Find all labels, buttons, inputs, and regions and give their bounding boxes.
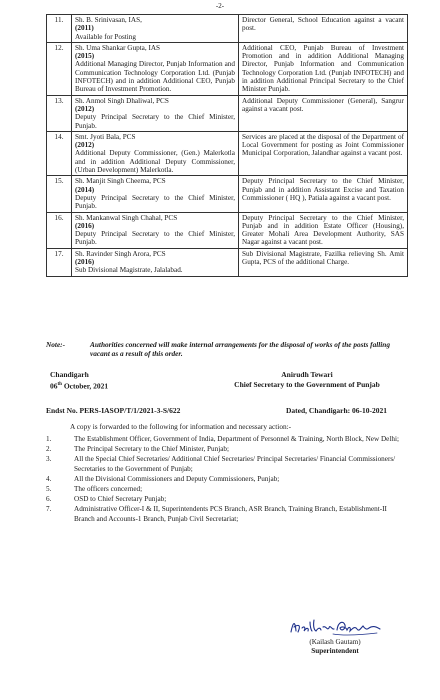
new-posting: Deputy Principal Secretary to the Chief Minister, Punjab and in addition Estate Officer (Housing), Greater Mohali Area Development Authority, SAS Nagar against a vacant post. bbox=[239, 212, 408, 248]
officer-name: Sh. Uma Shankar Gupta, IAS bbox=[75, 43, 161, 52]
officer-batch: (2015) bbox=[75, 52, 95, 61]
officer-cell bbox=[72, 212, 239, 248]
handwritten-signature-icon bbox=[285, 616, 385, 638]
recipient-text: Administrative Officer-I & II, Superintendents PCS Branch, ASR Branch, Training Branch, Establishment-II Branch and Accounts-1 Branch, Punjab Civil Secretariat; bbox=[74, 505, 387, 523]
endorsement-line bbox=[46, 406, 416, 415]
recipient-number: 7. bbox=[46, 505, 52, 514]
officer-batch: (2011) bbox=[75, 24, 94, 33]
officer-cell bbox=[72, 95, 239, 131]
table-row bbox=[47, 176, 408, 212]
table-row bbox=[47, 15, 408, 43]
superintendent-signature-block bbox=[280, 616, 390, 656]
page-number: -2- bbox=[215, 2, 225, 10]
endorsement-number: Endst No. PERS-IASOP/T/1/2021-3-S/622 bbox=[46, 406, 181, 415]
new-posting: Director General, School Education against a vacant post. bbox=[239, 15, 408, 43]
officer-name: Sh. Anmol Singh Dhaliwal, PCS bbox=[75, 96, 169, 105]
officer-batch: (2014) bbox=[75, 185, 95, 194]
officer-name: Sh. Manjit Singh Cheema, PCS bbox=[75, 177, 166, 186]
serial-number: 13. bbox=[47, 95, 72, 131]
serial-number: 12. bbox=[47, 42, 72, 95]
current-posting: Additional Managing Director, Punjab Information and Communication Technology Corporation Ltd. (Punjab INFOTECH) and in addition Additional CEO, Punjab Bureau of Investment Promotion. bbox=[75, 60, 235, 94]
new-posting: Additional Deputy Commissioner (General), Sangrur against a vacant post. bbox=[239, 95, 408, 131]
recipient-number: 2. bbox=[46, 445, 52, 454]
superintendent-name: (Kailash Gautam) bbox=[309, 638, 361, 646]
new-posting: Additional CEO, Punjab Bureau of Investment Promotion and in addition Additional Managing Director, Punjab Information and Communication Technology Corporation Ltd. (Punjab INFOTECH) and in addition Additional Principal Secretary to the Chief Minister Punjab. bbox=[239, 42, 408, 95]
posting-orders-table bbox=[46, 14, 408, 277]
officer-batch: (2016) bbox=[75, 221, 95, 230]
serial-number: 14. bbox=[47, 131, 72, 175]
serial-number: 11. bbox=[47, 15, 72, 43]
officer-name: Sh. B. Srinivasan, IAS, bbox=[75, 16, 142, 24]
current-posting: Deputy Principal Secretary to the Chief Minister, Punjab. bbox=[75, 230, 235, 247]
superintendent-title: Superintendent bbox=[311, 647, 359, 655]
officer-cell bbox=[72, 248, 239, 276]
table-row bbox=[47, 95, 408, 131]
officer-name: Sh. Mankanwal Singh Chahal, PCS bbox=[75, 213, 178, 222]
note-text: Authorities concerned will make internal arrangements for the disposal of works of the posts falling vacant as a result of this order. bbox=[90, 340, 391, 358]
serial-number: 15. bbox=[47, 176, 72, 212]
recipient-item bbox=[46, 445, 408, 455]
officer-cell bbox=[72, 176, 239, 212]
current-posting: Deputy Principal Secretary to the Chief Minister, Punjab. bbox=[75, 193, 235, 211]
current-posting: Available for Posting bbox=[75, 32, 136, 41]
place: Chandigarh bbox=[50, 370, 89, 379]
order-date: 06th October, 2021 bbox=[50, 381, 109, 391]
endorsement-date: Dated, Chandigarh: 06-10-2021 bbox=[286, 406, 388, 415]
recipient-text: All the Special Chief Secretaries/ Additional Chief Secretaries/ Principal Secretaries/ Financial Commissioners/ Secretaries to the Government of Punjab; bbox=[74, 455, 396, 473]
note-section bbox=[46, 340, 408, 358]
recipient-item bbox=[46, 455, 408, 474]
officer-batch: (2016) bbox=[75, 258, 95, 267]
recipient-item bbox=[46, 475, 408, 485]
recipient-item bbox=[46, 435, 408, 445]
recipient-number: 6. bbox=[46, 495, 52, 504]
new-posting: Deputy Principal Secretary to the Chief Minister, Punjab and in addition Assistant Excise and Taxation Commissioner ( HQ ), Patiala against a vacant post. bbox=[239, 176, 408, 212]
recipient-number: 3. bbox=[46, 455, 52, 464]
table-row bbox=[47, 131, 408, 175]
signatory-block bbox=[212, 370, 402, 390]
copy-forward-line: A copy is forwarded to the following for information and necessary action:- bbox=[70, 422, 292, 431]
recipient-text: The Establishment Officer, Government of India, Department of Personnel & Training, North Block, New Delhi; bbox=[74, 435, 399, 443]
officer-cell bbox=[72, 15, 239, 43]
recipient-text: The officers concerned; bbox=[74, 484, 143, 493]
note-label: Note:- bbox=[46, 340, 66, 349]
recipient-text: OSD to Chief Secretary Punjab; bbox=[74, 495, 167, 504]
table-row bbox=[47, 42, 408, 95]
recipient-list bbox=[46, 435, 408, 525]
recipient-item bbox=[46, 485, 408, 495]
recipient-item bbox=[46, 495, 408, 505]
recipient-text: The Principal Secretary to the Chief Minister, Punjab; bbox=[74, 445, 230, 454]
signatory-title: Chief Secretary to the Government of Punjab bbox=[234, 380, 380, 389]
officer-cell bbox=[72, 131, 239, 175]
officer-batch: (2012) bbox=[75, 104, 95, 113]
officer-cell bbox=[72, 42, 239, 95]
current-posting: Additional Deputy Commissioner, (Gen.) Malerkotla and in addition Additional Deputy Commissioner, (Urban Development) Malerkotla. bbox=[75, 149, 235, 175]
serial-number: 17. bbox=[47, 248, 72, 276]
recipient-number: 4. bbox=[46, 474, 52, 483]
table-body bbox=[47, 15, 408, 277]
current-posting: Sub Divisional Magistrate, Jalalabad. bbox=[75, 266, 183, 275]
new-posting: Sub Divisional Magistrate, Fazilka relieving Sh. Amit Gupta, PCS of the additional Charge. bbox=[239, 248, 408, 276]
recipient-number: 1. bbox=[46, 435, 52, 443]
serial-number: 16. bbox=[47, 212, 72, 248]
signatory-name: Anirudh Tewari bbox=[281, 370, 333, 379]
current-posting: Deputy Principal Secretary to the Chief Minister, Punjab. bbox=[75, 113, 235, 130]
new-posting: Services are placed at the disposal of the Department of Local Government for posting as Joint Commissioner Municipal Corporation, Jalandhar against a vacant post. bbox=[239, 131, 408, 175]
officer-batch: (2012) bbox=[75, 141, 95, 150]
recipient-text: All the Divisional Commissioners and Deputy Commissioners, Punjab; bbox=[74, 474, 280, 483]
table-row bbox=[47, 212, 408, 248]
officer-name: Smt. Jyoti Bala, PCS bbox=[75, 132, 136, 141]
place-date-block bbox=[50, 370, 108, 392]
table-row bbox=[47, 248, 408, 276]
recipient-item bbox=[46, 505, 408, 524]
recipient-number: 5. bbox=[46, 484, 52, 493]
officer-name: Sh. Ravinder Singh Arora, PCS bbox=[75, 249, 166, 258]
